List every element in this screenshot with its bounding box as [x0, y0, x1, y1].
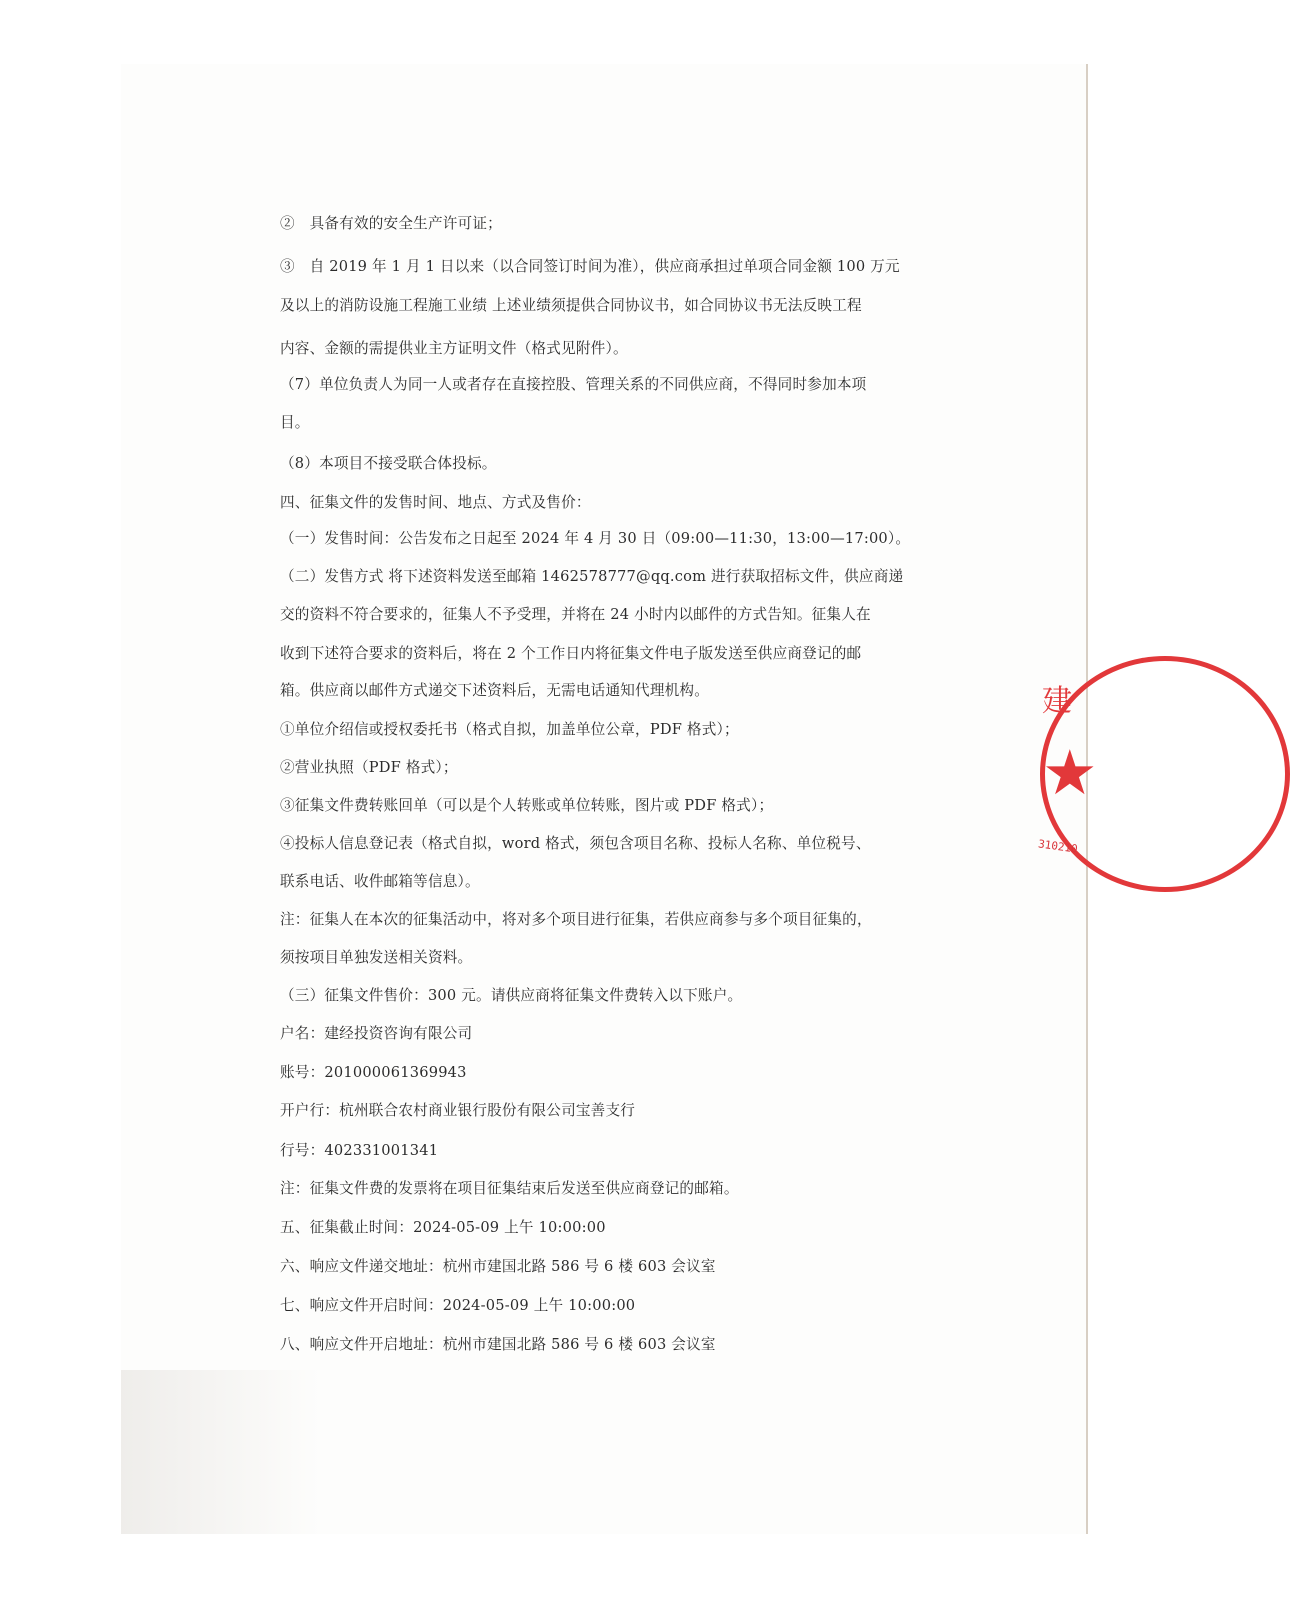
text-line: 八、响应文件开启地址：杭州市建国北路 586 号 6 楼 603 会议室: [280, 1336, 716, 1353]
text-line: ② 具备有效的安全生产许可证；: [280, 215, 502, 232]
text-line: ③ 自 2019 年 1 月 1 日以来（以合同签订时间为准），供应商承担过单项合同金额 100 万元: [280, 258, 900, 275]
company-seal: [1034, 632, 1098, 882]
text-line: 账号：201000061369943: [280, 1064, 467, 1081]
text-line: （二）发售方式 将下述资料发送至邮箱 1462578777@qq.com 进行获取招标文件，供应商递: [280, 568, 904, 585]
text-line: 户名：建经投资咨询有限公司: [280, 1025, 473, 1042]
text-line: 行号：402331001341: [280, 1142, 439, 1159]
seal-code: 310210: [1037, 837, 1079, 856]
text-line: （一）发售时间：公告发布之日起至 2024 年 4 月 30 日（09:00—11:30，13:00—17:00）。: [280, 530, 911, 547]
text-line: 四、征集文件的发售时间、地点、方式及售价：: [280, 494, 591, 511]
text-line: 七、响应文件开启时间：2024-05-09 上午 10:00:00: [280, 1297, 636, 1314]
text-line: 内容、金额的需提供业主方证明文件（格式见附件）。: [280, 340, 628, 357]
text-line: 及以上的消防设施工程施工业绩 上述业绩须提供合同协议书，如合同协议书无法反映工程: [280, 297, 862, 314]
text-line: 五、征集截止时间：2024-05-09 上午 10:00:00: [280, 1219, 606, 1236]
star-icon: ★: [1042, 736, 1098, 809]
text-line: ②营业执照（PDF 格式）；: [280, 759, 458, 776]
text-line: 注：征集文件费的发票将在项目征集结束后发送至供应商登记的邮箱。: [280, 1180, 739, 1197]
text-line: 注：征集人在本次的征集活动中，将对多个项目进行征集，若供应商参与多个项目征集的，: [280, 911, 872, 928]
text-line: ④投标人信息登记表（格式自拟，word 格式，须包含项目名称、投标人名称、单位税号、: [280, 835, 871, 852]
text-line: 目。: [280, 414, 310, 431]
text-line: （8）本项目不接受联合体投标。: [280, 455, 497, 472]
text-line: 箱。供应商以邮件方式递交下述资料后，无需电话通知代理机构。: [280, 682, 710, 699]
text-line: 收到下述符合要求的资料后，将在 2 个工作日内将征集文件电子版发送至供应商登记的邮: [280, 645, 862, 662]
text-line: 联系电话、收件邮箱等信息）。: [280, 873, 480, 890]
text-line: （三）征集文件售价：300 元。请供应商将征集文件费转入以下账户。: [280, 987, 743, 1004]
text-line: ③征集文件费转账回单（可以是个人转账或单位转账，图片或 PDF 格式）；: [280, 797, 774, 814]
seal-char: 建: [1042, 684, 1072, 719]
scan-shadow: [121, 1370, 321, 1534]
text-line: 须按项目单独发送相关资料。: [280, 949, 473, 966]
text-line: 六、响应文件递交地址：杭州市建国北路 586 号 6 楼 603 会议室: [280, 1258, 716, 1275]
text-line: ①单位介绍信或授权委托书（格式自拟，加盖单位公章，PDF 格式）；: [280, 721, 739, 738]
text-line: （7）单位负责人为同一人或者存在直接控股、管理关系的不同供应商，不得同时参加本项: [280, 376, 867, 393]
text-line: 开户行：杭州联合农村商业银行股份有限公司宝善支行: [280, 1102, 636, 1119]
text-line: 交的资料不符合要求的，征集人不予受理，并将在 24 小时内以邮件的方式告知。征集人在: [280, 606, 871, 623]
